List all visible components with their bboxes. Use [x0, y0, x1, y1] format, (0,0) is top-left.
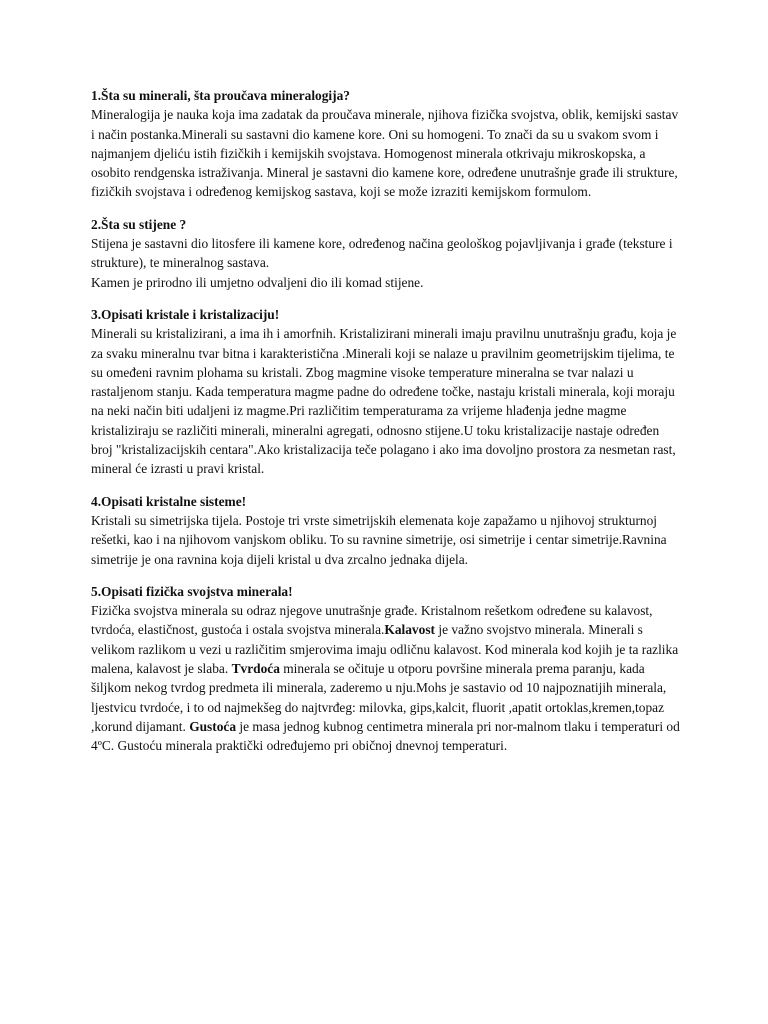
answer-paragraph: [91, 273, 681, 292]
question-section: [91, 582, 681, 756]
text-run: Minerali su kristalizirani, a ima ih i amorfnih. Kristalizirani minerali imaju pravilnu unutrašnju građu, koja je za svaku mineralnu tvar bitna i karakteristična .Minerali koji se nalaze u pravilnim geometrijskim tijelima, te su omeđeni ravnim plohama su kristali. Zbog magmine visoke temperature mineralna se tvar nalazi u rastaljenom stanju. Kada temperatura magme padne do određene točke, nastaju kristali minerala, koji moraju na neki način biti udaljeni iz magme.Pri različitim temperaturama za vrijeme hlađenja jedne magme kristaliziraju se različiti minerali, mineralni agregati, odnosno stijene.U toku kristalizacije nastaje određen broj "kristalizacijskih centara".Ako kristalizacija teče polagano i ako ima dovoljno prostora za nesmetan rast, mineral će izrasti u pravi kristal.: [91, 326, 677, 477]
answer-paragraph: [91, 601, 681, 755]
text-run: Kristali su simetrijska tijela. Postoje tri vrste simetrijskih elemenata koje zapažamo u njihovoj strukturnoj rešetki, kao i na njihovom vanjskom obliku. To su ravnine simetrije, osi simetrije i centar simetrije.Ravnina simetrije je ona ravnina koja dijeli kristal u dva zrcalno jednaka dijela.: [91, 512, 667, 567]
text-run: Mineralogija je nauka koja ima zadatak da proučava minerale, njihova fizička svojstva, oblik, kemijski sastav i način postanka.Minerali su sastavni dio kamene kore. Oni su homogeni. To znači da su u svakom svom i najmanjem djeliću istih fizičkih i kemijskih svojstava. Homogenost minerala otkrivaju mikroskopska, a osobito rendgenska istraživanja. Mineral je sastavni dio kamene kore, određene unutrašnje građe ili strukture, fizičkih svojstava i određenog kemijskog sastava, koji se može izraziti kemijskom formulom.: [91, 107, 679, 200]
bold-term: Kalavost: [384, 622, 435, 638]
text-run: Kamen je prirodno ili umjetno odvaljeni dio ili komad stijene.: [91, 274, 424, 290]
text-run: Stijena je sastavni dio litosfere ili kamene kore, određenog načina geološkog pojavljivanja i građe (teksture i strukture), te mineralnog sastava.: [91, 236, 673, 271]
answer-paragraph: [91, 324, 681, 478]
question-heading: 3.Opisati kristale i kristalizaciju!: [91, 306, 280, 322]
text-run: je važno svojstvo minerala. Minerali s velikom razlikom u vezi u različitim smjerovima imaju odličnu kalavost. Kod minerala kod kojih je ta razlika malena, kalavost je slaba.: [91, 622, 679, 677]
question-section: [91, 305, 681, 479]
question-section: [91, 492, 681, 569]
text-run: je masa jednog kubnog centimetra minerala pri nor-malnom tlaku i temperaturi od 4ºC. Gustoću minerala praktički određujemo pri običnoj dnevnoj temperaturi.: [91, 718, 680, 754]
question-heading: 2.Šta su stijene ?: [91, 216, 187, 232]
question-section: [91, 86, 681, 202]
answer-paragraph: [91, 105, 681, 201]
bold-term: Gustoća: [189, 718, 237, 734]
text-run: minerala se očituje u otporu površine minerala prema paranju, kada šiljkom nekog tvrdog predmeta ili minerala, zaderemo u nju.Mohs je sastavio od 10 najpoznatijih minerala, ljestvicu tvrdoće, i to od najmekšeg do najtvrđeg: milovka, gips,kalcit, fluorit ,apatit ortoklas,kremen,topaz ,korund dijamant.: [91, 661, 667, 734]
answer-paragraph: [91, 234, 681, 273]
question-heading: 1.Šta su minerali, šta proučava mineralogija?: [91, 88, 351, 103]
document-body: [91, 86, 681, 769]
question-heading: 5.Opisati fizička svojstva minerala!: [91, 583, 293, 599]
question-section: [91, 215, 681, 292]
answer-paragraph: [91, 511, 681, 569]
question-heading: 4.Opisati kristalne sisteme!: [91, 493, 247, 509]
bold-term: Tvrdoća: [231, 661, 280, 677]
text-run: Fizička svojstva minerala su odraz njegove unutrašnje građe. Kristalnom rešetkom određene su kalavost, tvrdoća, elastičnost, gustoća i ostala svojstva minerala.: [91, 603, 653, 638]
